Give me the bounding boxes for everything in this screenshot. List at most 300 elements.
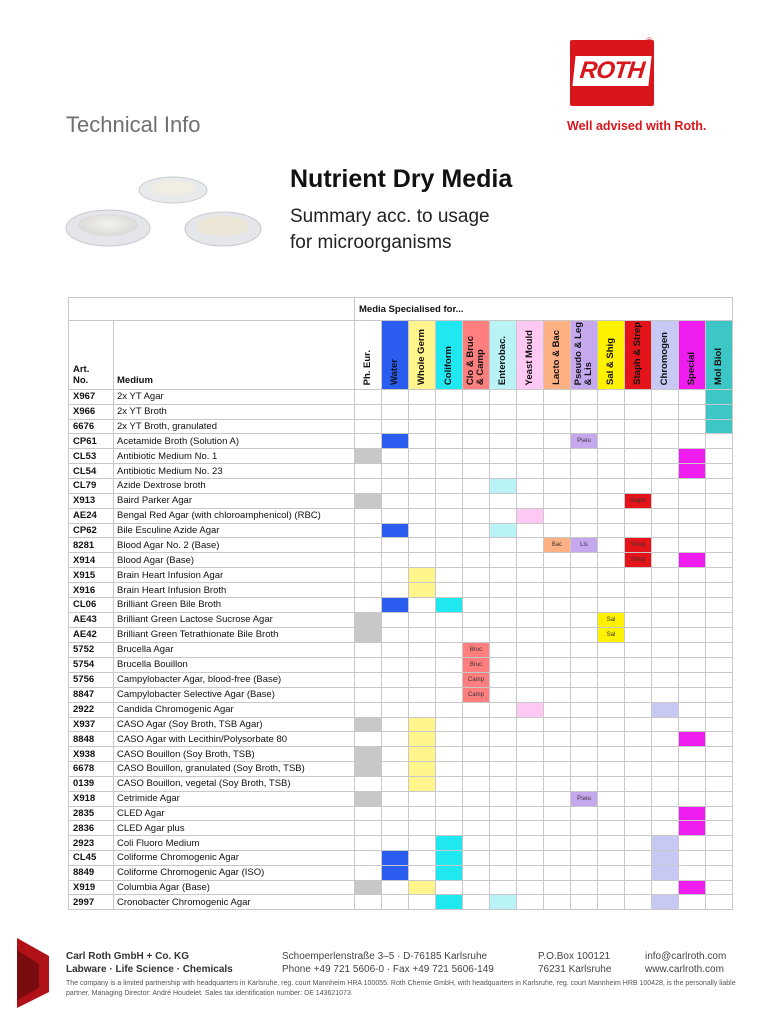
usage-cell xyxy=(463,612,490,627)
usage-cell xyxy=(598,493,625,508)
usage-cell xyxy=(355,464,382,479)
usage-cell xyxy=(598,732,625,747)
usage-cell xyxy=(436,850,463,865)
usage-cell xyxy=(436,434,463,449)
registered-mark: ® xyxy=(646,36,653,46)
usage-cell xyxy=(409,672,436,687)
table-row xyxy=(69,732,733,747)
usage-cell xyxy=(382,836,409,851)
usage-cell xyxy=(544,612,571,627)
medium-cell: Bile Esculine Azide Agar xyxy=(114,523,355,538)
medium-cell: 2x YT Agar xyxy=(114,390,355,405)
usage-cell xyxy=(598,627,625,642)
usage-cell xyxy=(571,508,598,523)
usage-cell xyxy=(382,419,409,434)
medium-cell: CASO Agar (Soy Broth, TSB Agar) xyxy=(114,717,355,732)
usage-cell xyxy=(571,404,598,419)
usage-cell xyxy=(652,583,679,598)
usage-cell xyxy=(544,508,571,523)
usage-cell xyxy=(382,657,409,672)
usage-cell xyxy=(463,642,490,657)
usage-cell xyxy=(490,478,517,493)
logo-wordmark: ROTH xyxy=(572,56,651,86)
table-row xyxy=(69,508,733,523)
usage-cell xyxy=(679,523,706,538)
table-row xyxy=(69,895,733,910)
usage-cell xyxy=(517,821,544,836)
medium-cell: Brain Heart Infusion Broth xyxy=(114,583,355,598)
usage-mark xyxy=(409,583,435,597)
media-table xyxy=(68,297,733,910)
usage-cell xyxy=(544,657,571,672)
art-no-cell: CL45 xyxy=(69,850,114,865)
usage-cell xyxy=(490,672,517,687)
usage-cell xyxy=(598,747,625,762)
art-no-header xyxy=(69,321,114,390)
usage-cell xyxy=(382,538,409,553)
usage-cell xyxy=(652,597,679,612)
usage-cell xyxy=(355,702,382,717)
art-no-cell: X913 xyxy=(69,493,114,508)
usage-cell xyxy=(490,434,517,449)
usage-cell xyxy=(382,553,409,568)
usage-cell xyxy=(679,895,706,910)
usage-cell xyxy=(571,642,598,657)
usage-cell xyxy=(706,419,733,434)
usage-cell xyxy=(463,493,490,508)
usage-cell xyxy=(490,449,517,464)
usage-mark xyxy=(382,851,408,865)
usage-cell xyxy=(652,747,679,762)
usage-cell xyxy=(625,776,652,791)
usage-cell xyxy=(652,419,679,434)
art-no-cell: CP61 xyxy=(69,434,114,449)
usage-cell xyxy=(436,672,463,687)
usage-cell xyxy=(652,390,679,405)
usage-cell xyxy=(463,747,490,762)
usage-cell xyxy=(544,747,571,762)
usage-cell xyxy=(544,880,571,895)
usage-cell xyxy=(706,449,733,464)
usage-cell xyxy=(706,687,733,702)
usage-cell xyxy=(706,672,733,687)
table-row xyxy=(69,850,733,865)
usage-cell xyxy=(544,865,571,880)
usage-cell xyxy=(706,732,733,747)
column-header-label: Special xyxy=(686,351,697,385)
usage-cell xyxy=(436,657,463,672)
usage-cell xyxy=(571,478,598,493)
usage-cell xyxy=(463,865,490,880)
usage-cell xyxy=(490,493,517,508)
column-header-label: Staph & Strep xyxy=(632,322,643,385)
usage-cell xyxy=(355,627,382,642)
usage-cell xyxy=(544,434,571,449)
medium-cell: Campylobacter Selective Agar (Base) xyxy=(114,687,355,702)
usage-cell xyxy=(409,419,436,434)
usage-mark xyxy=(436,866,462,880)
art-no-cell: 5752 xyxy=(69,642,114,657)
usage-cell xyxy=(463,836,490,851)
usage-cell xyxy=(517,538,544,553)
usage-cell xyxy=(355,880,382,895)
usage-cell xyxy=(544,523,571,538)
usage-cell xyxy=(625,895,652,910)
usage-cell xyxy=(625,568,652,583)
usage-cell xyxy=(598,404,625,419)
usage-cell xyxy=(598,717,625,732)
usage-cell xyxy=(409,627,436,642)
usage-cell xyxy=(382,672,409,687)
medium-cell: 2x YT Broth xyxy=(114,404,355,419)
medium-cell: Bengal Red Agar (with chloroamphenicol) (RBC) xyxy=(114,508,355,523)
usage-cell xyxy=(382,850,409,865)
usage-cell xyxy=(625,880,652,895)
column-header-1 xyxy=(382,321,409,390)
usage-cell xyxy=(571,761,598,776)
column-header-label: Water xyxy=(389,358,400,385)
usage-mark xyxy=(517,509,543,523)
usage-cell xyxy=(436,895,463,910)
usage-mark xyxy=(706,390,732,404)
usage-cell xyxy=(382,806,409,821)
table-row xyxy=(69,493,733,508)
usage-cell xyxy=(463,732,490,747)
usage-cell xyxy=(409,702,436,717)
usage-cell xyxy=(490,850,517,865)
usage-mark xyxy=(679,449,705,463)
art-header-line-2: No. xyxy=(73,375,89,386)
footer-web-link[interactable]: www.carlroth.com xyxy=(645,964,724,975)
usage-cell xyxy=(652,761,679,776)
usage-cell xyxy=(463,583,490,598)
usage-cell xyxy=(409,612,436,627)
usage-cell xyxy=(382,464,409,479)
usage-cell xyxy=(463,672,490,687)
usage-cell xyxy=(652,776,679,791)
usage-cell xyxy=(436,791,463,806)
usage-cell xyxy=(598,761,625,776)
usage-cell xyxy=(409,493,436,508)
table-row xyxy=(69,821,733,836)
usage-mark: Bruc xyxy=(463,643,489,657)
subtitle-line-2: for microorganisms xyxy=(290,232,452,253)
usage-cell xyxy=(571,717,598,732)
column-header-label: Sal & Shig xyxy=(605,338,616,385)
usage-cell xyxy=(436,597,463,612)
usage-cell xyxy=(490,627,517,642)
usage-cell xyxy=(706,583,733,598)
usage-cell xyxy=(382,895,409,910)
usage-cell xyxy=(652,895,679,910)
usage-cell xyxy=(382,821,409,836)
usage-cell xyxy=(571,702,598,717)
usage-cell xyxy=(625,553,652,568)
usage-cell xyxy=(409,568,436,583)
usage-cell xyxy=(463,880,490,895)
usage-cell xyxy=(355,836,382,851)
table-row xyxy=(69,464,733,479)
usage-cell xyxy=(355,672,382,687)
usage-cell xyxy=(409,583,436,598)
usage-cell xyxy=(625,538,652,553)
usage-cell xyxy=(517,672,544,687)
usage-cell xyxy=(463,508,490,523)
subtitle-line-1: Summary acc. to usage xyxy=(290,206,490,227)
usage-cell xyxy=(409,390,436,405)
usage-cell xyxy=(571,732,598,747)
usage-cell xyxy=(382,493,409,508)
medium-cell: CASO Bouillon, granulated (Soy Broth, TSB) xyxy=(114,761,355,776)
usage-cell xyxy=(517,776,544,791)
usage-cell xyxy=(571,538,598,553)
usage-cell xyxy=(652,538,679,553)
usage-mark xyxy=(436,895,462,909)
usage-cell xyxy=(571,747,598,762)
section-title: Technical Info xyxy=(66,112,201,137)
column-header-label: Ph. Eur. xyxy=(362,349,373,385)
usage-cell xyxy=(490,865,517,880)
medium-cell: CASO Agar with Lecithin/Polysorbate 80 xyxy=(114,732,355,747)
usage-cell xyxy=(355,612,382,627)
usage-cell xyxy=(490,404,517,419)
usage-cell xyxy=(625,642,652,657)
usage-cell xyxy=(355,850,382,865)
usage-cell xyxy=(652,464,679,479)
usage-mark: Sal xyxy=(598,613,624,627)
table-row xyxy=(69,612,733,627)
usage-mark xyxy=(706,420,732,434)
usage-cell xyxy=(463,390,490,405)
usage-cell xyxy=(652,627,679,642)
usage-cell xyxy=(409,895,436,910)
usage-cell xyxy=(409,806,436,821)
usage-cell xyxy=(706,404,733,419)
usage-cell xyxy=(679,657,706,672)
usage-cell xyxy=(706,821,733,836)
art-no-cell: CL54 xyxy=(69,464,114,479)
column-header-label: Pseudo & Leg & Lis xyxy=(573,321,594,385)
usage-cell xyxy=(679,791,706,806)
usage-cell xyxy=(544,627,571,642)
usage-cell xyxy=(544,597,571,612)
usage-cell xyxy=(706,538,733,553)
medium-cell: Brucella Bouillon xyxy=(114,657,355,672)
medium-cell: Coli Fluoro Medium xyxy=(114,836,355,851)
column-header-9 xyxy=(598,321,625,390)
usage-mark xyxy=(652,866,678,880)
usage-cell xyxy=(625,627,652,642)
usage-cell xyxy=(652,568,679,583)
usage-cell xyxy=(436,702,463,717)
usage-mark: Sal xyxy=(598,628,624,642)
usage-mark xyxy=(409,777,435,791)
usage-cell xyxy=(625,508,652,523)
usage-cell xyxy=(490,597,517,612)
usage-mark: Camp xyxy=(463,673,489,687)
usage-cell xyxy=(679,732,706,747)
usage-cell xyxy=(517,761,544,776)
column-header-label: Clo & Bruc & Camp xyxy=(465,335,486,385)
usage-cell xyxy=(490,657,517,672)
usage-cell xyxy=(490,464,517,479)
usage-cell xyxy=(517,419,544,434)
usage-cell xyxy=(598,895,625,910)
usage-cell xyxy=(355,508,382,523)
usage-cell xyxy=(652,449,679,464)
usage-cell xyxy=(625,464,652,479)
usage-cell xyxy=(463,464,490,479)
usage-cell xyxy=(463,895,490,910)
usage-cell xyxy=(517,732,544,747)
usage-cell xyxy=(652,508,679,523)
usage-mark xyxy=(382,434,408,448)
usage-cell xyxy=(598,880,625,895)
usage-cell xyxy=(652,732,679,747)
medium-cell: Brilliant Green Bile Broth xyxy=(114,597,355,612)
usage-cell xyxy=(382,568,409,583)
medium-cell: CLED Agar plus xyxy=(114,821,355,836)
medium-cell: Brucella Agar xyxy=(114,642,355,657)
table-row xyxy=(69,776,733,791)
usage-cell xyxy=(544,419,571,434)
usage-cell xyxy=(490,390,517,405)
table-row xyxy=(69,583,733,598)
usage-cell xyxy=(409,850,436,865)
usage-cell xyxy=(382,449,409,464)
usage-cell xyxy=(436,508,463,523)
column-header-12 xyxy=(679,321,706,390)
usage-cell xyxy=(490,761,517,776)
usage-cell xyxy=(463,761,490,776)
usage-mark xyxy=(517,703,543,717)
usage-cell xyxy=(625,806,652,821)
usage-cell xyxy=(517,657,544,672)
usage-cell xyxy=(517,612,544,627)
usage-cell xyxy=(382,434,409,449)
usage-mark: Camp xyxy=(463,688,489,702)
usage-cell xyxy=(544,791,571,806)
usage-cell xyxy=(517,404,544,419)
medium-cell: Cronobacter Chromogenic Agar xyxy=(114,895,355,910)
usage-cell xyxy=(706,390,733,405)
usage-cell xyxy=(571,523,598,538)
usage-mark xyxy=(409,718,435,732)
usage-cell xyxy=(382,761,409,776)
usage-cell xyxy=(490,776,517,791)
usage-cell xyxy=(625,821,652,836)
usage-mark xyxy=(652,703,678,717)
usage-mark xyxy=(679,464,705,478)
usage-cell xyxy=(490,583,517,598)
usage-cell xyxy=(436,419,463,434)
usage-cell xyxy=(571,493,598,508)
usage-cell xyxy=(679,850,706,865)
usage-cell xyxy=(355,478,382,493)
usage-cell xyxy=(517,568,544,583)
usage-cell xyxy=(598,642,625,657)
usage-cell xyxy=(625,687,652,702)
column-header-7 xyxy=(544,321,571,390)
art-no-cell: 2923 xyxy=(69,836,114,851)
usage-cell xyxy=(463,791,490,806)
usage-cell xyxy=(544,568,571,583)
medium-cell: 2x YT Broth, granulated xyxy=(114,419,355,434)
usage-cell xyxy=(679,672,706,687)
usage-cell xyxy=(598,538,625,553)
usage-cell xyxy=(517,523,544,538)
usage-cell xyxy=(544,642,571,657)
usage-cell xyxy=(382,642,409,657)
medium-header: Medium xyxy=(114,321,355,390)
usage-cell xyxy=(706,717,733,732)
usage-cell xyxy=(598,390,625,405)
usage-cell xyxy=(382,687,409,702)
art-no-cell: 8849 xyxy=(69,865,114,880)
usage-cell xyxy=(598,523,625,538)
usage-cell xyxy=(571,583,598,598)
usage-cell xyxy=(679,836,706,851)
usage-cell xyxy=(625,419,652,434)
usage-cell xyxy=(436,612,463,627)
page-subtitle xyxy=(290,204,490,256)
usage-cell xyxy=(409,523,436,538)
usage-cell xyxy=(382,717,409,732)
usage-cell xyxy=(679,627,706,642)
usage-mark xyxy=(355,762,381,776)
usage-mark xyxy=(436,851,462,865)
usage-mark xyxy=(409,762,435,776)
medium-cell: Acetamide Broth (Solution A) xyxy=(114,434,355,449)
usage-cell xyxy=(490,702,517,717)
column-header-6 xyxy=(517,321,544,390)
usage-cell xyxy=(625,717,652,732)
footer-phone: Phone +49 721 5606-0 · Fax +49 721 5606-149 xyxy=(282,964,494,975)
usage-cell xyxy=(679,642,706,657)
usage-cell xyxy=(382,791,409,806)
usage-cell xyxy=(355,687,382,702)
usage-cell xyxy=(571,850,598,865)
usage-cell xyxy=(706,568,733,583)
column-header-label: Chromogen xyxy=(659,331,670,385)
usage-cell xyxy=(490,836,517,851)
usage-mark: Pseu xyxy=(571,434,597,448)
usage-cell xyxy=(706,806,733,821)
footer-email-link[interactable]: info@carlroth.com xyxy=(645,951,727,962)
column-header-label: Yeast Mould xyxy=(524,329,535,385)
usage-cell xyxy=(625,404,652,419)
usage-cell xyxy=(706,850,733,865)
usage-cell xyxy=(409,880,436,895)
usage-cell xyxy=(463,553,490,568)
usage-cell xyxy=(409,791,436,806)
usage-mark xyxy=(679,821,705,835)
art-no-cell: 2836 xyxy=(69,821,114,836)
medium-cell: Azide Dextrose broth xyxy=(114,478,355,493)
table-row xyxy=(69,791,733,806)
art-no-cell: X918 xyxy=(69,791,114,806)
usage-cell xyxy=(625,657,652,672)
usage-cell xyxy=(625,583,652,598)
usage-cell xyxy=(517,791,544,806)
usage-cell xyxy=(679,478,706,493)
usage-cell xyxy=(571,895,598,910)
usage-cell xyxy=(409,538,436,553)
usage-cell xyxy=(382,612,409,627)
usage-cell xyxy=(652,553,679,568)
usage-cell xyxy=(625,791,652,806)
usage-cell xyxy=(463,806,490,821)
